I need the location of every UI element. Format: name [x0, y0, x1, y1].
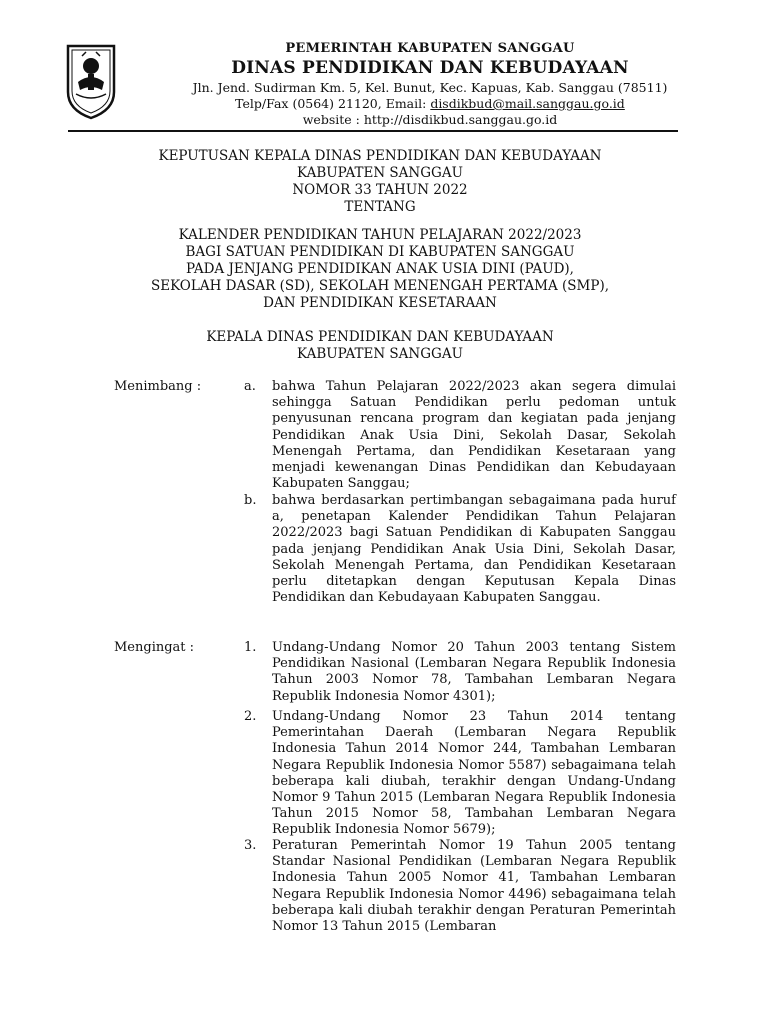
mengingat-item-2: Undang-Undang Nomor 23 Tahun 2014 tentang Pemerintahan Daerah (Lembaran Negara Republik Indonesia Tahun 2014 Nomor 244, Tambahan Lembaran Negara Republik Indonesia Nomor 5587) sebagaimana telah beberapa kali diubah, terakhir dengan Undang-Undang Nomor 9 Tahun 2015 (Lembaran Negara Republik Indonesia Tahun 2015 Nomor 58, Tambahan Lembaran Negara Republik Indonesia Nomor 5679); [272, 709, 676, 838]
office-name: DINAS PENDIDIKAN DAN KEBUDAYAAN [231, 58, 629, 78]
menimbang-label: Menimbang : [114, 379, 202, 394]
subject-line: BAGI SATUAN PENDIDIKAN DI KABUPATEN SANGGAU [185, 244, 575, 260]
letterhead-divider [68, 130, 678, 132]
authority-line: KABUPATEN SANGGAU [297, 346, 463, 362]
list-marker: 3. [244, 838, 257, 853]
issuing-authority [80, 329, 680, 363]
menimbang-item-b: bahwa berdasarkan pertimbangan sebagaimana pada huruf a, penetapan Kalender Pendidikan Tahun Pelajaran 2022/2023 bagi Satuan Pendidikan di Kabupaten Sanggau pada jenjang Pendidikan Anak Usia Dini, Sekolah Dasar, Sekolah Menengah Pertama, dan Pendidikan Kesetaraan perlu ditetapkan dengan Keputusan Kepala Dinas Pendidikan dan Kebudayaan Kabupaten Sanggau. [272, 493, 676, 606]
decree-title [80, 148, 680, 216]
authority-line: KEPALA DINAS PENDIDIKAN DAN KEBUDAYAAN [206, 329, 554, 345]
email-link[interactable]: disdikbud@mail.sanggau.go.id [430, 96, 625, 111]
list-marker: b. [244, 493, 257, 508]
phone-text: Telp/Fax (0564) 21120, Email: [235, 96, 431, 111]
mengingat-item-1: Undang-Undang Nomor 20 Tahun 2003 tentang Sistem Pendidikan Nasional (Lembaran Negara Republik Indonesia Tahun 2003 Nomor 78, Tambahan Lembaran Negara Republik Indonesia Nomor 4301); [272, 640, 676, 704]
decree-title-line: TENTANG [344, 199, 416, 215]
subject-line: SEKOLAH DASAR (SD), SEKOLAH MENENGAH PERTAMA (SMP), [150, 278, 610, 294]
subject-line: DAN PENDIDIKAN KESETARAAN [263, 295, 497, 311]
decree-subject [80, 227, 680, 312]
decree-title-line: KEPUTUSAN KEPALA DINAS PENDIDIKAN DAN KEBUDAYAAN [158, 148, 602, 164]
decree-number: NOMOR 33 TAHUN 2022 [292, 182, 468, 198]
list-marker: 1. [244, 640, 257, 655]
office-website[interactable]: website : http://disdikbud.sanggau.go.id [302, 112, 558, 127]
government-name: PEMERINTAH KABUPATEN SANGGAU [285, 41, 575, 56]
subject-line: KALENDER PENDIDIKAN TAHUN PELAJARAN 2022/2023 [178, 227, 582, 243]
list-marker: a. [244, 379, 256, 394]
mengingat-label: Mengingat : [114, 640, 195, 655]
office-address: Jln. Jend. Sudirman Km. 5, Kel. Bunut, Kec. Kapuas, Kab. Sanggau (78511) [192, 80, 668, 95]
decree-title-line: KABUPATEN SANGGAU [297, 165, 463, 181]
mengingat-item-3: Peraturan Pemerintah Nomor 19 Tahun 2005 tentang Standar Nasional Pendidikan (Lembaran Negara Republik Indonesia Tahun 2005 Nomor 41, Tambahan Lembaran Negara Republik Indonesia Nomor 4496) sebagaimana telah beberapa kali diubah terakhir dengan Peraturan Pemerintah Nomor 13 Tahun 2015 (Lembaran [272, 838, 676, 935]
office-contact [90, 96, 768, 111]
menimbang-item-a: bahwa Tahun Pelajaran 2022/2023 akan segera dimulai sehingga Satuan Pendidikan perlu pedoman untuk penyusunan rencana program dan kegiatan pada jenjang Pendidikan Anak Usia Dini, Sekolah Dasar, Sekolah Menengah Pertama, dan Pendidikan Kesetaraan yang menjadi kewenangan Dinas Pendidikan dan Kebudayaan Kabupaten Sanggau; [272, 379, 676, 492]
subject-line: PADA JENJANG PENDIDIKAN ANAK USIA DINI (PAUD), [186, 261, 574, 277]
list-marker: 2. [244, 709, 257, 724]
